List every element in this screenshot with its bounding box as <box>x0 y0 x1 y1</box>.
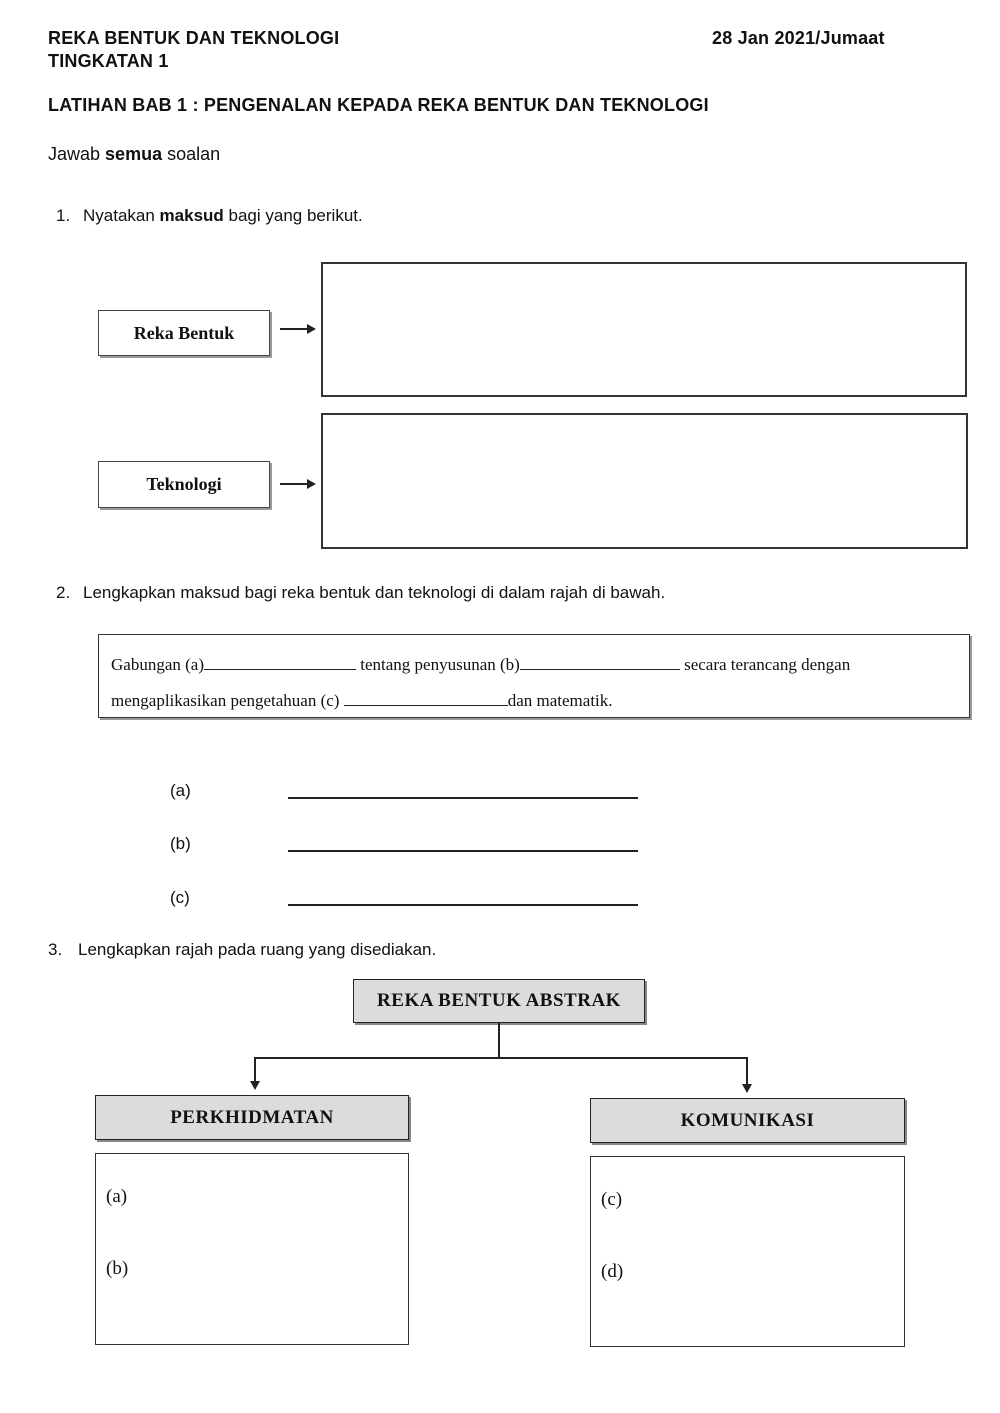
blank-c <box>344 691 508 706</box>
q2-text: Lengkapkan maksud bagi reka bentuk dan teknologi di dalam rajah di bawah. <box>83 583 666 602</box>
answer-box-teknologi[interactable] <box>321 413 968 549</box>
answer-line-b[interactable] <box>288 850 638 852</box>
q1-number: 1. <box>56 206 71 225</box>
answer-label-a: (a) <box>170 781 191 800</box>
q2-number: 2. <box>56 583 71 602</box>
subject-title: REKA BENTUK DAN TEKNOLOGI <box>48 28 340 48</box>
item-d-label: (d) <box>601 1261 624 1282</box>
answer-label-b: (b) <box>170 834 191 853</box>
instruction <box>48 144 220 165</box>
branch-komunikasi: KOMUNIKASI <box>590 1098 905 1143</box>
q1-text-bold: maksud <box>159 206 224 225</box>
answer-label-c: (c) <box>170 888 190 907</box>
q1-text-post: bagi yang berikut. <box>223 206 363 225</box>
left-answer-box[interactable] <box>95 1153 409 1345</box>
blank-b <box>520 655 680 670</box>
exercise-title: LATIHAN BAB 1 : PENGENALAN KEPADA REKA BENTUK DAN TEKNOLOGI <box>48 95 709 115</box>
definition-part-b: tentang penyusunan (b) <box>360 655 520 674</box>
term-reka-bentuk: Reka Bentuk <box>98 310 270 356</box>
form-level: TINGKATAN 1 <box>48 51 169 71</box>
item-c-label: (c) <box>601 1189 623 1210</box>
q3-number: 3. <box>48 940 63 959</box>
item-a-label: (a) <box>106 1186 128 1207</box>
arrow-down-icon <box>742 1084 752 1093</box>
root-node: REKA BENTUK ABSTRAK <box>353 979 645 1023</box>
definition-part-a: Gabungan (a) <box>111 655 204 674</box>
answer-box-reka-bentuk[interactable] <box>321 262 967 397</box>
connector-vertical <box>498 1023 500 1058</box>
item-b-label: (b) <box>106 1258 129 1279</box>
definition-line-2 <box>111 691 613 711</box>
q1-text <box>83 206 363 226</box>
q3-text: Lengkapkan rajah pada ruang yang disediakan. <box>78 940 437 959</box>
arrow-down-icon <box>250 1081 260 1090</box>
definition-part-d: mengaplikasikan pengetahuan (c) <box>111 691 340 710</box>
connector-left <box>254 1057 256 1081</box>
branch-perkhidmatan: PERKHIDMATAN <box>95 1095 409 1140</box>
connector-right <box>746 1057 748 1084</box>
term-teknologi: Teknologi <box>98 461 270 508</box>
arrow-right-icon <box>280 328 314 330</box>
connector-horizontal <box>254 1057 747 1059</box>
arrow-right-icon <box>280 483 314 485</box>
definition-box <box>98 634 970 718</box>
definition-part-e: dan matematik. <box>507 691 613 710</box>
answer-line-a[interactable] <box>288 797 638 799</box>
instruction-post: soalan <box>162 144 221 164</box>
definition-part-c: secara terancang dengan <box>684 655 851 674</box>
instruction-pre: Jawab <box>48 144 106 164</box>
definition-line-1 <box>111 655 850 675</box>
date-label: 28 Jan 2021/Jumaat <box>712 28 885 48</box>
right-answer-box[interactable] <box>590 1156 905 1347</box>
instruction-bold: semua <box>105 144 163 164</box>
answer-line-c[interactable] <box>288 904 638 906</box>
q1-text-pre: Nyatakan <box>83 206 160 225</box>
blank-a <box>204 655 356 670</box>
